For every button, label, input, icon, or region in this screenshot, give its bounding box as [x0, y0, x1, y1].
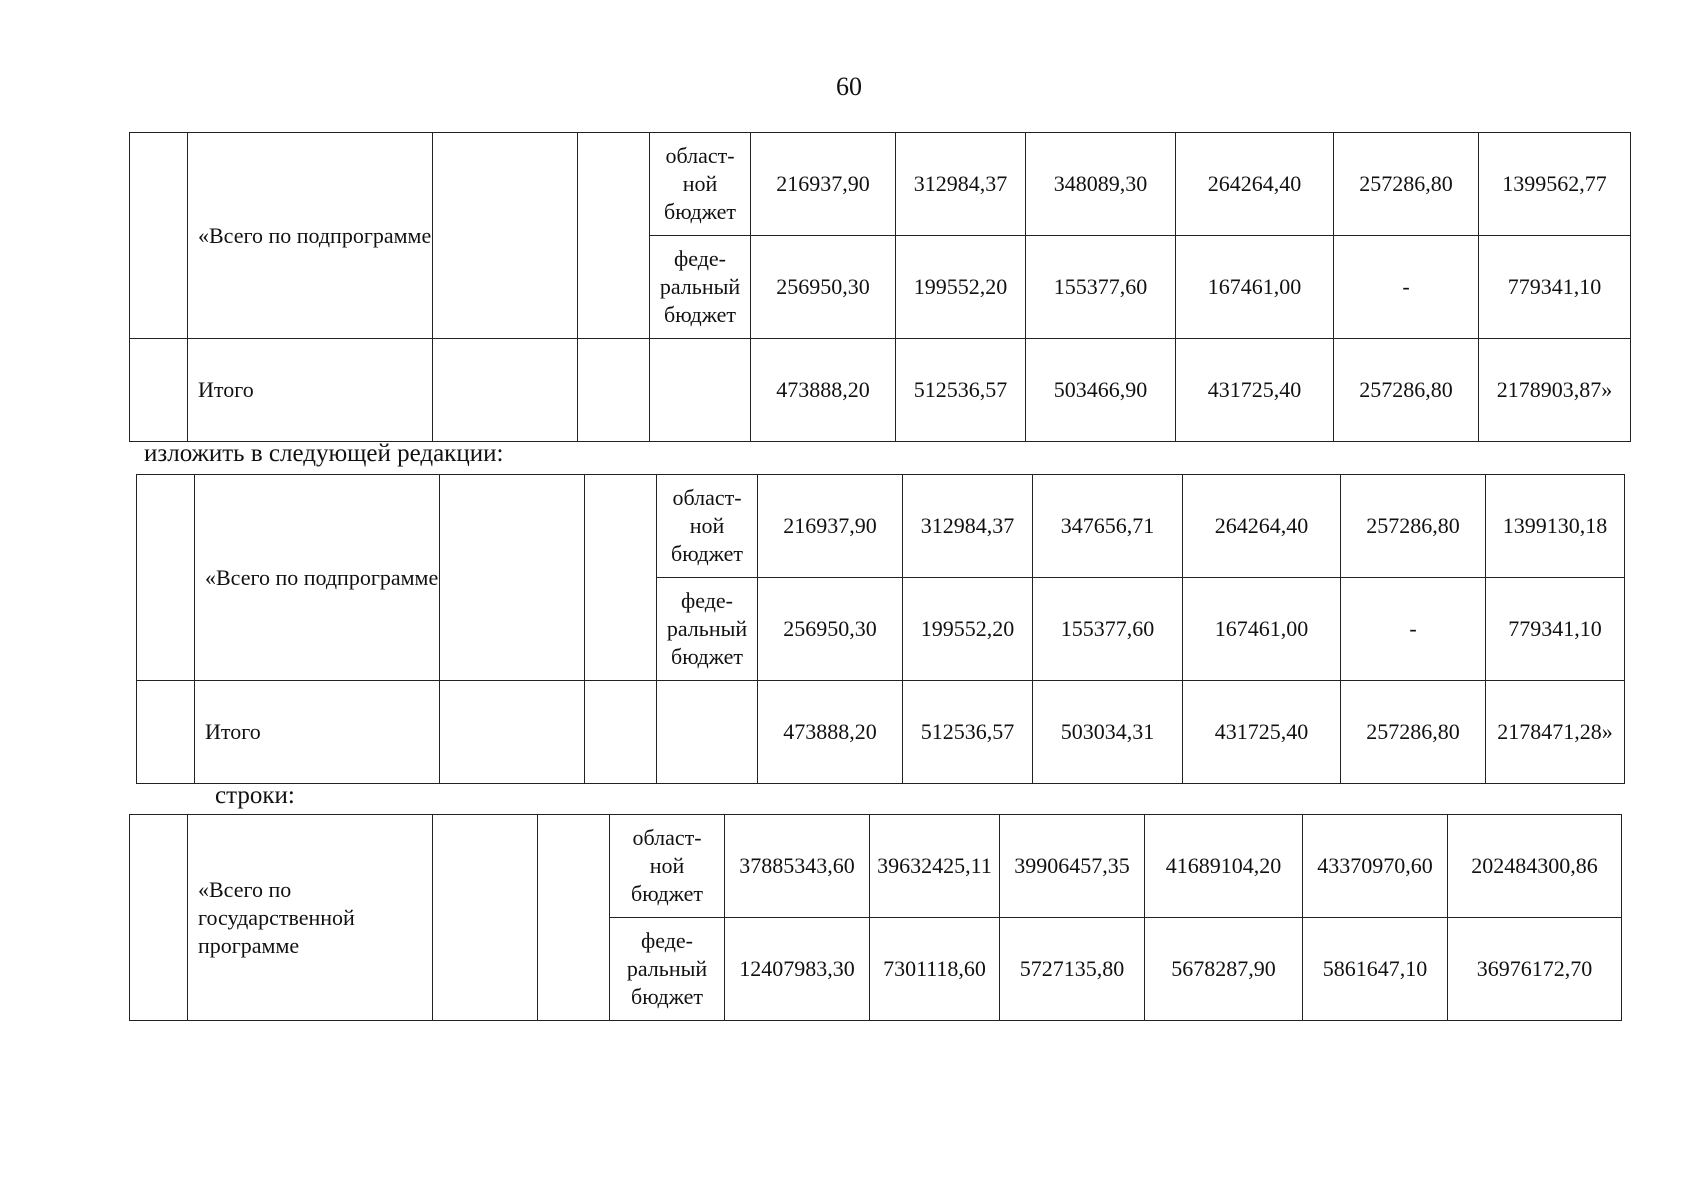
value-cell: 473888,20 — [751, 339, 896, 442]
source-federal: феде- ральный бюджет — [657, 578, 758, 681]
value-cell: 216937,90 — [758, 475, 903, 578]
table-row — [130, 133, 1631, 236]
empty-cell — [440, 475, 585, 681]
value-cell: 779341,10 — [1486, 578, 1625, 681]
value-cell: 216937,90 — [751, 133, 896, 236]
row-label: «Всего по подпрограмме — [195, 475, 440, 681]
value-cell: 5727135,80 — [1000, 918, 1145, 1021]
source-federal: феде- ральный бюджет — [610, 918, 725, 1021]
value-cell: 512536,57 — [896, 339, 1026, 442]
value-cell: 39906457,35 — [1000, 815, 1145, 918]
empty-cell — [440, 681, 585, 784]
value-cell: 7301118,60 — [870, 918, 1000, 1021]
value-cell: 503034,31 — [1033, 681, 1183, 784]
empty-cell — [585, 681, 657, 784]
value-cell: 264264,40 — [1176, 133, 1334, 236]
value-cell: 312984,37 — [903, 475, 1033, 578]
value-cell: 155377,60 — [1033, 578, 1183, 681]
value-cell: 256950,30 — [751, 236, 896, 339]
index-cell — [130, 339, 188, 442]
value-cell: 199552,20 — [903, 578, 1033, 681]
page-number: 60 — [836, 72, 862, 101]
table-row — [137, 681, 1625, 784]
value-cell: - — [1341, 578, 1486, 681]
caption-rows: строки: — [215, 782, 295, 809]
index-cell — [137, 475, 195, 681]
value-cell: 347656,71 — [1033, 475, 1183, 578]
value-cell: 39632425,11 — [870, 815, 1000, 918]
source-regional: област- ной бюджет — [610, 815, 725, 918]
index-cell — [130, 815, 188, 1021]
value-cell: 264264,40 — [1183, 475, 1341, 578]
value-cell: 256950,30 — [758, 578, 903, 681]
value-cell: 36976172,70 — [1448, 918, 1622, 1021]
value-cell: 41689104,20 — [1145, 815, 1303, 918]
value-cell: 167461,00 — [1176, 236, 1334, 339]
table-row — [130, 815, 1622, 918]
value-cell: 12407983,30 — [725, 918, 870, 1021]
source-federal: феде- ральный бюджет — [650, 236, 751, 339]
empty-cell — [578, 339, 650, 442]
value-cell: 503466,90 — [1026, 339, 1176, 442]
subprogram-table-old — [129, 132, 1631, 442]
value-cell: 2178903,87» — [1479, 339, 1631, 442]
value-cell: 779341,10 — [1479, 236, 1631, 339]
value-cell: 348089,30 — [1026, 133, 1176, 236]
empty-cell — [433, 339, 578, 442]
value-cell: 257286,80 — [1334, 339, 1479, 442]
value-cell: 2178471,28» — [1486, 681, 1625, 784]
value-cell: 257286,80 — [1341, 681, 1486, 784]
subprogram-table-new — [136, 474, 1625, 784]
value-cell: 37885343,60 — [725, 815, 870, 918]
index-cell — [130, 133, 188, 339]
empty-cell — [433, 133, 578, 339]
empty-cell — [585, 475, 657, 681]
value-cell: 473888,20 — [758, 681, 903, 784]
caption-replace-with: изложить в следующей редакции: — [144, 440, 504, 467]
value-cell: - — [1334, 236, 1479, 339]
empty-cell — [433, 815, 538, 1021]
value-cell: 1399130,18 — [1486, 475, 1625, 578]
value-cell: 5861647,10 — [1303, 918, 1448, 1021]
source-regional: област- ной бюджет — [650, 133, 751, 236]
value-cell: 512536,57 — [903, 681, 1033, 784]
value-cell: 202484300,86 — [1448, 815, 1622, 918]
source-regional: област- ной бюджет — [657, 475, 758, 578]
state-program-table — [129, 814, 1622, 1021]
row-label: Итого — [188, 339, 433, 442]
empty-cell — [650, 339, 751, 442]
value-cell: 312984,37 — [896, 133, 1026, 236]
row-label: «Всего по подпрограмме — [188, 133, 433, 339]
value-cell: 155377,60 — [1026, 236, 1176, 339]
value-cell: 43370970,60 — [1303, 815, 1448, 918]
row-label: Итого — [195, 681, 440, 784]
value-cell: 257286,80 — [1334, 133, 1479, 236]
empty-cell — [657, 681, 758, 784]
value-cell: 257286,80 — [1341, 475, 1486, 578]
table-row — [137, 475, 1625, 578]
row-label: «Всего по государственной программе — [188, 815, 433, 1021]
empty-cell — [538, 815, 610, 1021]
value-cell: 199552,20 — [896, 236, 1026, 339]
value-cell: 431725,40 — [1183, 681, 1341, 784]
empty-cell — [578, 133, 650, 339]
table-row — [130, 339, 1631, 442]
value-cell: 167461,00 — [1183, 578, 1341, 681]
index-cell — [137, 681, 195, 784]
value-cell: 5678287,90 — [1145, 918, 1303, 1021]
value-cell: 431725,40 — [1176, 339, 1334, 442]
value-cell: 1399562,77 — [1479, 133, 1631, 236]
